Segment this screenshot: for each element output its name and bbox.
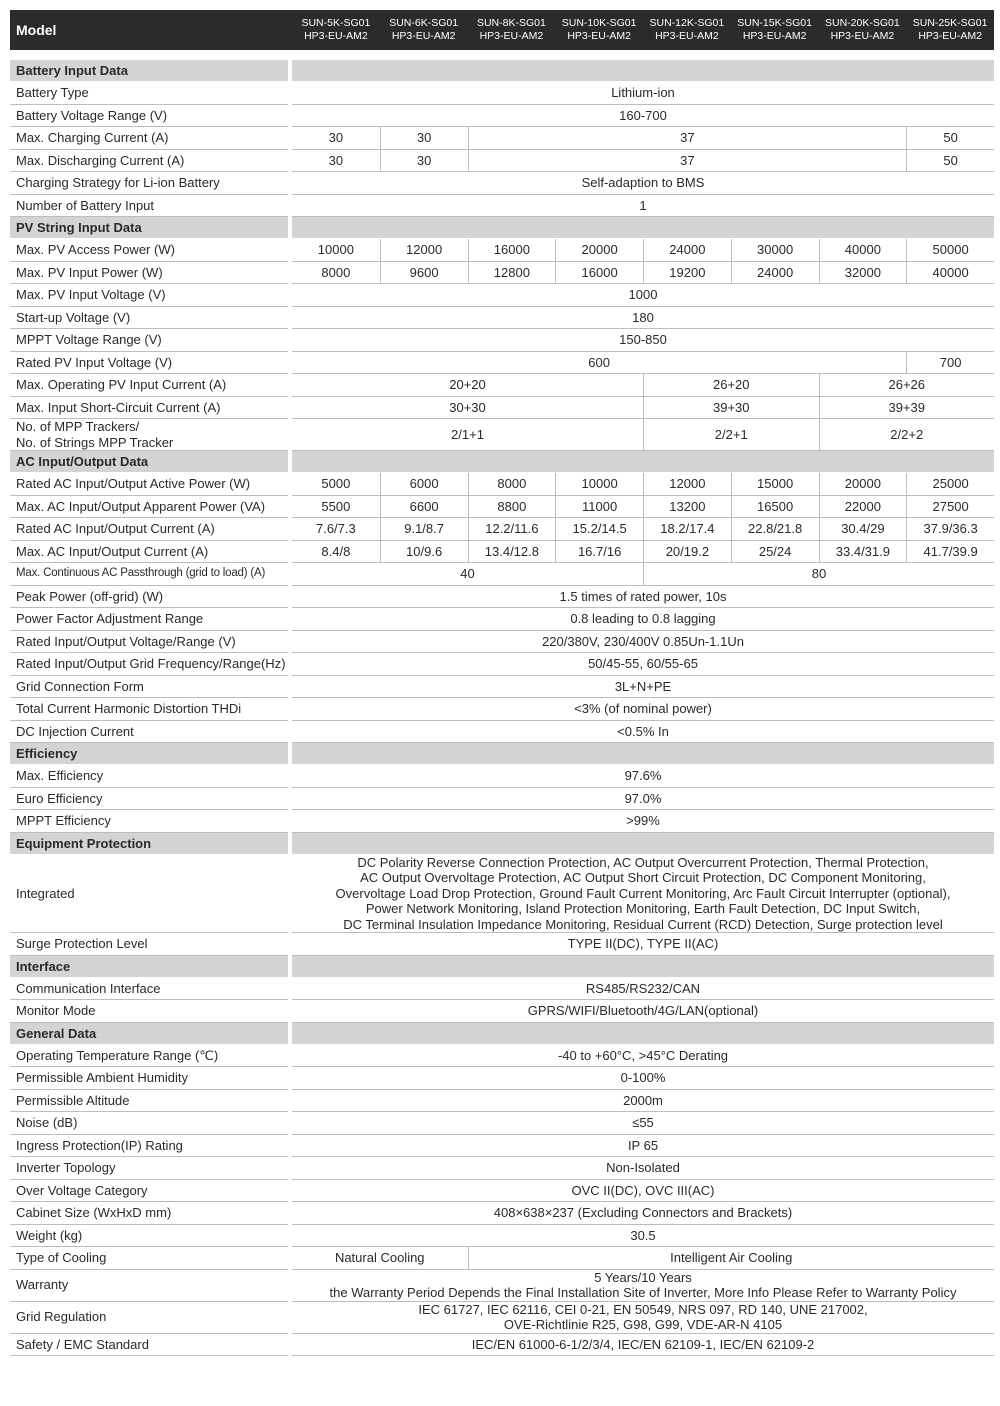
spec-row xyxy=(10,262,994,285)
spec-value: 97.0% xyxy=(292,788,994,811)
spec-value: 40000 xyxy=(819,239,907,262)
model-name xyxy=(468,10,556,60)
spec-value: OVC II(DC), OVC III(AC) xyxy=(292,1180,994,1203)
model-line-2: HP3-EU-AM2 xyxy=(479,30,544,42)
spec-value: 24000 xyxy=(643,239,731,262)
spec-value: ≤55 xyxy=(292,1112,994,1135)
spec-label: Battery Type xyxy=(10,82,288,105)
spec-value: Intelligent Air Cooling xyxy=(468,1247,995,1270)
spec-value: 2/1+1 xyxy=(292,419,643,451)
spec-value: 30.4/29 xyxy=(819,518,907,541)
spec-value: 37 xyxy=(468,127,907,150)
spec-label: Warranty xyxy=(10,1270,288,1302)
spec-value: 22000 xyxy=(819,496,907,519)
spec-label: Inverter Topology xyxy=(10,1157,288,1180)
spec-value: 8800 xyxy=(468,496,556,519)
spec-value: 9600 xyxy=(380,262,468,285)
spec-value: IEC/EN 61000-6-1/2/3/4, IEC/EN 62109-1, IEC/EN 62109-2 xyxy=(292,1334,994,1357)
spec-row xyxy=(10,496,994,519)
spec-label: Grid Regulation xyxy=(10,1302,288,1334)
model-line-1: SUN-6K-SG01 xyxy=(389,17,459,29)
spec-value: 26+20 xyxy=(643,374,819,397)
model-name xyxy=(292,10,380,60)
spec-row xyxy=(10,82,994,105)
model-heading: Model xyxy=(10,10,288,60)
spec-label: Max. Efficiency xyxy=(10,765,288,788)
model-line-1: SUN-12K-SG01 xyxy=(649,17,725,29)
section-title: Equipment Protection xyxy=(10,833,288,855)
spec-row xyxy=(10,419,994,451)
section-title: Battery Input Data xyxy=(10,60,288,82)
spec-row xyxy=(10,284,994,307)
spec-value: 30000 xyxy=(731,239,819,262)
spec-label: MPPT Efficiency xyxy=(10,810,288,833)
spec-row xyxy=(10,563,994,586)
spec-value: 160-700 xyxy=(292,105,994,128)
section-band xyxy=(292,743,994,765)
spec-label: Operating Temperature Range (℃) xyxy=(10,1045,288,1068)
spec-value: 50000 xyxy=(906,239,994,262)
spec-row xyxy=(10,518,994,541)
spec-value: 8000 xyxy=(468,473,556,496)
spec-value: 39+39 xyxy=(819,397,995,420)
spec-label: Max. Input Short-Circuit Current (A) xyxy=(10,397,288,420)
spec-label: Max. Discharging Current (A) xyxy=(10,150,288,173)
section-title: Interface xyxy=(10,956,288,978)
spec-value: 37 xyxy=(468,150,907,173)
model-line-1: SUN-25K-SG01 xyxy=(912,17,988,29)
spec-value: 33.4/31.9 xyxy=(819,541,907,564)
spec-label: Grid Connection Form xyxy=(10,676,288,699)
section-band xyxy=(292,833,994,855)
spec-value: 20000 xyxy=(819,473,907,496)
spec-row xyxy=(10,653,994,676)
spec-value: 2/2+1 xyxy=(643,419,819,451)
spec-value: 50/45-55, 60/55-65 xyxy=(292,653,994,676)
section-band xyxy=(292,451,994,473)
spec-row xyxy=(10,195,994,218)
spec-label: Weight (kg) xyxy=(10,1225,288,1248)
spec-value: Self-adaption to BMS xyxy=(292,172,994,195)
spec-row xyxy=(10,721,994,744)
spec-row xyxy=(10,608,994,631)
spec-value: IP 65 xyxy=(292,1135,994,1158)
model-name xyxy=(819,10,907,60)
model-name xyxy=(643,10,731,60)
spec-value: 25000 xyxy=(906,473,994,496)
spec-row xyxy=(10,1270,994,1302)
spec-value: 24000 xyxy=(731,262,819,285)
model-line-1: SUN-8K-SG01 xyxy=(476,17,546,29)
spec-row xyxy=(10,788,994,811)
spec-label: Euro Efficiency xyxy=(10,788,288,811)
spec-value: IEC 61727, IEC 62116, CEI 0-21, EN 50549, NRS 097, RD 140, UNE 217002, OVE-Richtlinie R25, G98, G99, VDE-AR-N 4105 xyxy=(292,1302,994,1334)
spec-row xyxy=(10,1157,994,1180)
model-line-1: SUN-20K-SG01 xyxy=(825,17,900,29)
spec-row xyxy=(10,1067,994,1090)
spec-value: 150-850 xyxy=(292,329,994,352)
spec-value: 15000 xyxy=(731,473,819,496)
spec-table xyxy=(10,10,994,1356)
spec-row xyxy=(10,810,994,833)
spec-value: 12000 xyxy=(380,239,468,262)
spec-label: Battery Voltage Range (V) xyxy=(10,105,288,128)
section-band xyxy=(292,1023,994,1045)
spec-row xyxy=(10,352,994,375)
spec-row xyxy=(10,933,994,956)
spec-row xyxy=(10,473,994,496)
spec-label: Monitor Mode xyxy=(10,1000,288,1023)
spec-value: 32000 xyxy=(819,262,907,285)
spec-row xyxy=(10,541,994,564)
spec-label: Rated PV Input Voltage (V) xyxy=(10,352,288,375)
spec-value: 1000 xyxy=(292,284,994,307)
spec-value: 408×638×237 (Excluding Connectors and Brackets) xyxy=(292,1202,994,1225)
spec-label: No. of MPP Trackers/ No. of Strings MPP Tracker xyxy=(10,419,288,451)
spec-label: Start-up Voltage (V) xyxy=(10,307,288,330)
spec-value: 180 xyxy=(292,307,994,330)
model-line-1: SUN-15K-SG01 xyxy=(737,17,812,29)
section-header-interface xyxy=(10,956,994,978)
section-header-equipment-protection xyxy=(10,833,994,855)
spec-label: Safety / EMC Standard xyxy=(10,1334,288,1357)
spec-row xyxy=(10,1000,994,1023)
spec-row xyxy=(10,307,994,330)
spec-label: Peak Power (off-grid) (W) xyxy=(10,586,288,609)
spec-value: 6600 xyxy=(380,496,468,519)
spec-value: 10/9.6 xyxy=(380,541,468,564)
spec-value: RS485/RS232/CAN xyxy=(292,978,994,1001)
spec-value: 26+26 xyxy=(819,374,995,397)
spec-label: Surge Protection Level xyxy=(10,933,288,956)
spec-value: 16000 xyxy=(555,262,643,285)
model-name xyxy=(380,10,468,60)
section-title: PV String Input Data xyxy=(10,217,288,239)
spec-value: 20000 xyxy=(555,239,643,262)
spec-label: Number of Battery Input xyxy=(10,195,288,218)
model-line-2: HP3-EU-AM2 xyxy=(655,30,719,42)
spec-value: 2/2+2 xyxy=(819,419,995,451)
spec-value: 220/380V, 230/400V 0.85Un-1.1Un xyxy=(292,631,994,654)
spec-value: <0.5% In xyxy=(292,721,994,744)
spec-value: 37.9/36.3 xyxy=(906,518,994,541)
spec-row xyxy=(10,1225,994,1248)
spec-label: Noise (dB) xyxy=(10,1112,288,1135)
spec-label: Max. Continuous AC Passthrough (grid to load) (A) xyxy=(10,563,288,586)
spec-value: 700 xyxy=(906,352,994,375)
spec-value: 50 xyxy=(906,150,994,173)
spec-value: 30 xyxy=(292,150,380,173)
spec-value: 5000 xyxy=(292,473,380,496)
model-line-2: HP3-EU-AM2 xyxy=(567,30,631,42)
spec-value: 1 xyxy=(292,195,994,218)
spec-row xyxy=(10,1135,994,1158)
spec-label: Cabinet Size (WxHxD mm) xyxy=(10,1202,288,1225)
section-title: AC Input/Output Data xyxy=(10,451,288,473)
spec-row xyxy=(10,1247,994,1270)
spec-row xyxy=(10,105,994,128)
spec-value: 10000 xyxy=(555,473,643,496)
section-band xyxy=(292,217,994,239)
model-line-1: SUN-5K-SG01 xyxy=(301,17,371,29)
spec-value: 8.4/8 xyxy=(292,541,380,564)
spec-label: Ingress Protection(IP) Rating xyxy=(10,1135,288,1158)
spec-value: 41.7/39.9 xyxy=(906,541,994,564)
header-row xyxy=(10,10,994,60)
spec-value: 50 xyxy=(906,127,994,150)
spec-value: 13200 xyxy=(643,496,731,519)
spec-label: Total Current Harmonic Distortion THDi xyxy=(10,698,288,721)
spec-row xyxy=(10,1045,994,1068)
model-line-2: HP3-EU-AM2 xyxy=(304,30,368,42)
model-line-2: HP3-EU-AM2 xyxy=(391,30,456,42)
spec-row xyxy=(10,1334,994,1357)
spec-value: 18.2/17.4 xyxy=(643,518,731,541)
spec-value: 7.6/7.3 xyxy=(292,518,380,541)
spec-value: 12800 xyxy=(468,262,556,285)
spec-value: >99% xyxy=(292,810,994,833)
section-header-ac-input-output-data xyxy=(10,451,994,473)
spec-label: Communication Interface xyxy=(10,978,288,1001)
spec-label: Max. PV Input Power (W) xyxy=(10,262,288,285)
spec-value: 0-100% xyxy=(292,1067,994,1090)
spec-row xyxy=(10,1112,994,1135)
spec-value: 20/19.2 xyxy=(643,541,731,564)
model-name xyxy=(906,10,994,60)
spec-label: Rated AC Input/Output Active Power (W) xyxy=(10,473,288,496)
model-line-2: HP3-EU-AM2 xyxy=(742,30,807,42)
spec-row xyxy=(10,676,994,699)
spec-row xyxy=(10,855,994,934)
spec-row xyxy=(10,127,994,150)
spec-value: 3L+N+PE xyxy=(292,676,994,699)
spec-value: 16500 xyxy=(731,496,819,519)
spec-value: Lithium-ion xyxy=(292,82,994,105)
spec-value: TYPE II(DC), TYPE II(AC) xyxy=(292,933,994,956)
spec-label: Max. Charging Current (A) xyxy=(10,127,288,150)
section-header-efficiency xyxy=(10,743,994,765)
spec-value: 30 xyxy=(380,127,468,150)
spec-value: 16.7/16 xyxy=(555,541,643,564)
spec-label: Max. PV Input Voltage (V) xyxy=(10,284,288,307)
spec-value: GPRS/WIFI/Bluetooth/4G/LAN(optional) xyxy=(292,1000,994,1023)
spec-value: 600 xyxy=(292,352,906,375)
spec-value: 80 xyxy=(643,563,994,586)
spec-value: 6000 xyxy=(380,473,468,496)
spec-row xyxy=(10,1180,994,1203)
spec-value: 12.2/11.6 xyxy=(468,518,556,541)
spec-value: 2000m xyxy=(292,1090,994,1113)
spec-value: 20+20 xyxy=(292,374,643,397)
section-band xyxy=(292,956,994,978)
spec-label: DC Injection Current xyxy=(10,721,288,744)
spec-label: Max. Operating PV Input Current (A) xyxy=(10,374,288,397)
spec-value: 40 xyxy=(292,563,643,586)
spec-value: 39+30 xyxy=(643,397,819,420)
spec-row xyxy=(10,586,994,609)
spec-value: 8000 xyxy=(292,262,380,285)
spec-label: Type of Cooling xyxy=(10,1247,288,1270)
spec-value: -40 to +60°C, >45°C Derating xyxy=(292,1045,994,1068)
spec-value: <3% (of nominal power) xyxy=(292,698,994,721)
spec-value: 15.2/14.5 xyxy=(555,518,643,541)
spec-row xyxy=(10,329,994,352)
spec-label: Rated AC Input/Output Current (A) xyxy=(10,518,288,541)
model-name xyxy=(555,10,643,60)
spec-value: DC Polarity Reverse Connection Protection, AC Output Overcurrent Protection, Thermal Protection, AC Output Overvoltage Protection, AC Output Short Circuit Protection, DC Component Monitoring, Overvoltage Load Drop Protection, Ground Fault Current Monitoring, Arc Fault Circuit Interrupter (optional), Power Network Monitoring, Island Protection Monitoring, Earth Fault Detection, DC Input Switch, DC Terminal Insulation Impedance Monitoring, Residual Current (RCD) Detection, Surge protection level xyxy=(292,855,994,934)
section-title: General Data xyxy=(10,1023,288,1045)
spec-value: 10000 xyxy=(292,239,380,262)
spec-value: 1.5 times of rated power, 10s xyxy=(292,586,994,609)
spec-row xyxy=(10,631,994,654)
section-header-pv-string-input-data xyxy=(10,217,994,239)
spec-label: Permissible Altitude xyxy=(10,1090,288,1113)
spec-value: 19200 xyxy=(643,262,731,285)
spec-label: Power Factor Adjustment Range xyxy=(10,608,288,631)
spec-value: 22.8/21.8 xyxy=(731,518,819,541)
spec-label: Max. AC Input/Output Current (A) xyxy=(10,541,288,564)
spec-row xyxy=(10,374,994,397)
spec-row xyxy=(10,698,994,721)
spec-row xyxy=(10,765,994,788)
spec-row xyxy=(10,1202,994,1225)
spec-row xyxy=(10,978,994,1001)
model-line-2: HP3-EU-AM2 xyxy=(830,30,895,42)
spec-value: 0.8 leading to 0.8 lagging xyxy=(292,608,994,631)
spec-value: 40000 xyxy=(906,262,994,285)
spec-label: Rated Input/Output Grid Frequency/Range(Hz) xyxy=(10,653,288,676)
spec-label: Integrated xyxy=(10,855,288,934)
model-line-1: SUN-10K-SG01 xyxy=(561,17,637,29)
spec-label: Max. AC Input/Output Apparent Power (VA) xyxy=(10,496,288,519)
section-header-battery-input-data xyxy=(10,60,994,82)
spec-label: Rated Input/Output Voltage/Range (V) xyxy=(10,631,288,654)
spec-value: 11000 xyxy=(555,496,643,519)
spec-value: 25/24 xyxy=(731,541,819,564)
spec-row xyxy=(10,1090,994,1113)
spec-value: 9.1/8.7 xyxy=(380,518,468,541)
section-band xyxy=(292,60,994,82)
spec-value: 13.4/12.8 xyxy=(468,541,556,564)
spec-row xyxy=(10,1302,994,1334)
spec-value: Natural Cooling xyxy=(292,1247,468,1270)
spec-label: MPPT Voltage Range (V) xyxy=(10,329,288,352)
spec-row xyxy=(10,150,994,173)
spec-value: 30 xyxy=(380,150,468,173)
model-name xyxy=(731,10,819,60)
spec-label: Over Voltage Category xyxy=(10,1180,288,1203)
spec-value: 16000 xyxy=(468,239,556,262)
model-line-2: HP3-EU-AM2 xyxy=(918,30,982,42)
spec-value: 97.6% xyxy=(292,765,994,788)
spec-value: 30.5 xyxy=(292,1225,994,1248)
spec-row xyxy=(10,397,994,420)
spec-value: 30 xyxy=(292,127,380,150)
spec-value: Non-Isolated xyxy=(292,1157,994,1180)
spec-label: Permissible Ambient Humidity xyxy=(10,1067,288,1090)
spec-row xyxy=(10,172,994,195)
spec-value: 5500 xyxy=(292,496,380,519)
spec-value: 12000 xyxy=(643,473,731,496)
spec-value: 5 Years/10 Years the Warranty Period Depends the Final Installation Site of Inverter, More Info Please Refer to Warranty Policy xyxy=(292,1270,994,1302)
spec-row xyxy=(10,239,994,262)
spec-label: Max. PV Access Power (W) xyxy=(10,239,288,262)
spec-value: 30+30 xyxy=(292,397,643,420)
spec-value: 27500 xyxy=(906,496,994,519)
spec-label: Charging Strategy for Li-ion Battery xyxy=(10,172,288,195)
section-title: Efficiency xyxy=(10,743,288,765)
section-header-general-data xyxy=(10,1023,994,1045)
